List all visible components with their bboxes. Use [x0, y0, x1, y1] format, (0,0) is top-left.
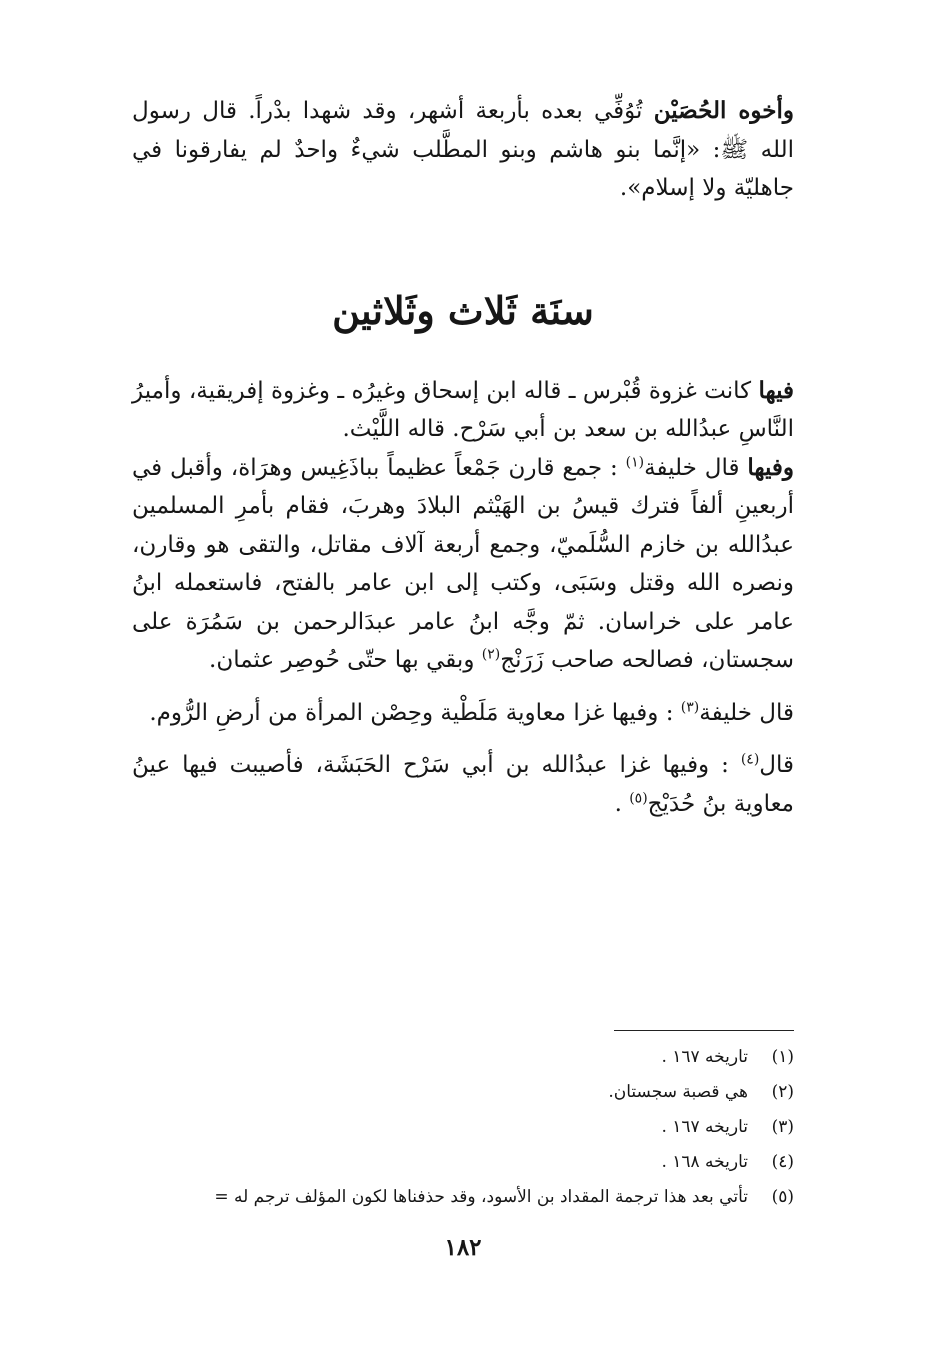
paragraph-2-lead: فيها [758, 376, 794, 404]
paragraph-2 [132, 372, 794, 449]
footnote-2 [132, 1075, 794, 1110]
footnote-5 [132, 1180, 794, 1215]
footnote-number: (٥) [771, 1187, 794, 1207]
footnote-number: (١) [771, 1047, 794, 1067]
footnote-number: (٣) [771, 1117, 794, 1137]
paragraph-3-text-before: قال خليفة [644, 454, 748, 481]
paragraph-5-text-mid: : وفيها غزا عبدُالله بن أبي سَرْح الحَبَشَة، فأصيبت فيها عينُ معاوية بنُ حُدَيْج [132, 752, 794, 817]
paragraph-2-text: كانت غزوة قُبْرس ـ قاله ابن إسحاق وغيرُه ـ وغزوة إفريقية، وأميرُ النَّاسِ عبدُالله بن سعد بن أبي سَرْح. قاله اللَّيْث. [132, 377, 794, 442]
footnote-ref-5: (٥) [629, 789, 648, 806]
footnote-ref-3: (٣) [680, 698, 700, 715]
paragraph-5-text-before: قال [759, 752, 794, 778]
footnote-text: هي قصبة سجستان. [608, 1082, 748, 1102]
paragraph-5-text-after: . [614, 790, 630, 817]
paragraph-3-text-mid: : جمع قارن جَمْعاً عظيماً بباذَغِيس وهرَاة، وأقبل في أربعينِ ألفاً فترك قيسُ بن الهَيْثم البلادَ وهربَ، فقام بأمرِ المسلمين عبدُالله بن خازم السُّلَميّ، وجمع أربعة آلاف مقاتل، والتقى هو وقارن، ونصره الله وقتل وسَبَى، وكتب إلى ابن عامر بالفتح، فاستعمله ابنُ عامر على خراسان. ثمّ وجَّه ابنُ عامر عبدَالرحمن بن سَمُرَة على سجستان، فصالحه صاحب زَرَنْج [132, 454, 794, 673]
paragraph-5 [132, 746, 794, 823]
paragraph-1-text: تُوُفِّي بعده بأربعة أشهر، وقد شهدا بدْراً. قال رسول الله ﷺ: «إنَّما بنو هاشم وبنو المطَّلب شيءٌ واحدٌ لم يفارقونا في جاهليّة ولا إسلام». [132, 98, 794, 201]
paragraph-4-text-before: قال خليفة [699, 699, 794, 726]
paragraph-1 [132, 92, 794, 208]
paragraph-3 [132, 449, 794, 680]
footnote-3 [132, 1110, 794, 1145]
footnote-text: تأتي بعد هذا ترجمة المقداد بن الأسود، وقد حذفناها لكون المؤلف ترجم له = [214, 1187, 748, 1207]
footnote-ref-1: (١) [625, 453, 645, 470]
section-title: سنَة ثَلاث وثَلاثين [332, 287, 594, 333]
paragraph-4 [132, 694, 794, 733]
footnote-text: تاريخه ١٦٧ . [661, 1047, 748, 1067]
footnotes [132, 1040, 794, 1215]
paragraph-4-text-after: : وفيها غزا معاوية مَلَطْية وحِصْن المرأة من أرضِ الرُّوم. [149, 699, 681, 726]
paragraph-1-lead: وأخوه الحُصَيْن [653, 97, 794, 124]
footnote-text: تاريخه ١٦٧ . [661, 1117, 748, 1137]
footnote-text: تاريخه ١٦٨ . [661, 1152, 748, 1172]
footnote-number: (٢) [771, 1082, 794, 1102]
book-page [132, 92, 794, 1312]
footnote-4 [132, 1145, 794, 1180]
paragraph-3-lead: وفيها [747, 453, 794, 481]
paragraph-3-text-after: وبقي بها حتّى حُوصِر عثمان. [209, 647, 482, 673]
footnote-1 [132, 1040, 794, 1075]
footnote-divider [614, 1030, 794, 1031]
footnote-number: (٤) [771, 1152, 794, 1172]
footnote-ref-4: (٤) [740, 751, 760, 768]
page-number: ١٨٢ [444, 1234, 482, 1261]
footnote-ref-2: (٢) [481, 646, 501, 663]
